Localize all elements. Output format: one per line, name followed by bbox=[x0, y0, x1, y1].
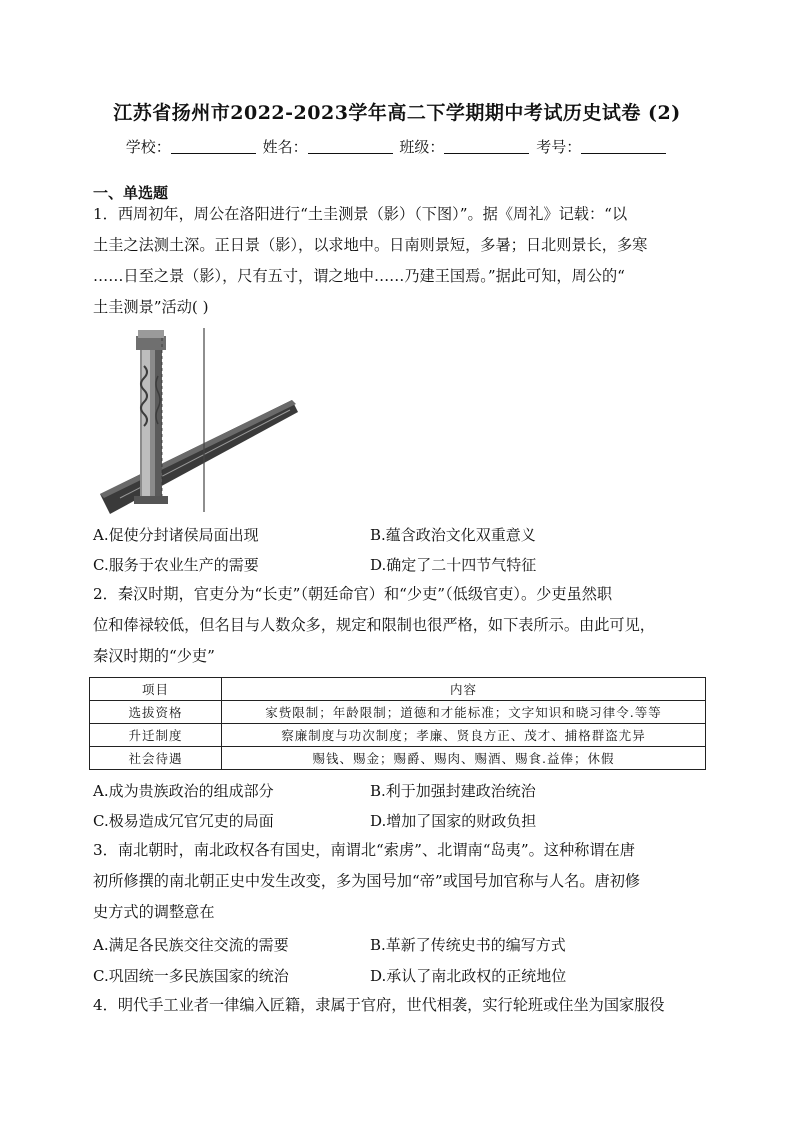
question-1-line: 1．西周初年，周公在洛阳进行“土圭测景（影）（下图）”。据《周礼》记载：“以 bbox=[93, 205, 628, 223]
question-1-line: ……日至之景（影），尺有五寸，谓之地中……乃建王国焉。”据此可知，周公的“ bbox=[93, 267, 625, 285]
table-header-row bbox=[90, 678, 706, 701]
question-3-line: 3．南北朝时，南北政权各有国史，南谓北“索虏”、北谓南“岛夷”。这种称谓在唐 bbox=[93, 841, 635, 859]
q1-option-a[interactable]: A.促使分封诸侯局面出现 bbox=[93, 526, 259, 544]
question-2-line: 2．秦汉时期，官吏分为“长吏”（朝廷命官）和“少吏”（低级官吏）。少吏虽然职 bbox=[93, 585, 613, 603]
q2-option-a[interactable]: A.成为贵族政治的组成部分 bbox=[93, 782, 274, 800]
question-2-line: 秦汉时期的“少吏” bbox=[93, 647, 215, 665]
table-cell: 察廉制度与功次制度；孝廉、贤良方正、茂才、捕格群盗尤异 bbox=[222, 724, 706, 747]
q1-option-b[interactable]: B.蕴含政治文化双重意义 bbox=[370, 526, 536, 544]
school-label: 学校： bbox=[125, 138, 171, 156]
number-label: 考号： bbox=[536, 138, 582, 156]
section-title: 一、单选题 bbox=[93, 184, 169, 202]
table-cell: 赐钱、赐金；赐爵、赐肉、赐酒、赐食.益俸；休假 bbox=[222, 747, 706, 770]
exam-title: 江苏省扬州市2022-2023学年高二下学期期中考试历史试卷 (2) bbox=[113, 102, 681, 124]
question-1-line: 土圭测景”活动( ) bbox=[93, 298, 209, 316]
question-3-line: 史方式的调整意在 bbox=[93, 903, 215, 921]
table-cell: 家赀限制；年龄限制；道德和才能标准；文字知识和晓习律令.等等 bbox=[222, 701, 706, 724]
question-2-stem bbox=[93, 579, 705, 672]
question-2-line: 位和俸禄较低，但名目与人数众多，规定和限制也很严格，如下表所示。由此可见， bbox=[93, 616, 655, 634]
official-rules-table bbox=[89, 677, 706, 770]
q3-option-d[interactable]: D.承认了南北政权的正统地位 bbox=[370, 967, 567, 985]
class-label: 班级： bbox=[399, 138, 445, 156]
q3-option-c[interactable]: C.巩固统一多民族国家的统治 bbox=[93, 967, 289, 985]
table-cell: 社会待遇 bbox=[90, 747, 222, 770]
number-blank[interactable] bbox=[581, 139, 666, 154]
table-row bbox=[90, 724, 706, 747]
table-header-cell: 内容 bbox=[222, 678, 706, 701]
student-info-line bbox=[0, 136, 794, 157]
table-header-cell: 项目 bbox=[90, 678, 222, 701]
q3-option-b[interactable]: B.革新了传统史书的编写方式 bbox=[370, 936, 566, 954]
name-label: 姓名： bbox=[262, 138, 308, 156]
q2-option-b[interactable]: B.利于加强封建政治统治 bbox=[370, 782, 536, 800]
table-cell: 选拔资格 bbox=[90, 701, 222, 724]
table-cell: 升迁制度 bbox=[90, 724, 222, 747]
q2-option-d[interactable]: D.增加了国家的财政负担 bbox=[370, 812, 537, 830]
question-4-stem bbox=[93, 990, 705, 1021]
q1-option-d[interactable]: D.确定了二十四节气特征 bbox=[370, 556, 537, 574]
name-blank[interactable] bbox=[308, 139, 393, 154]
table-row bbox=[90, 701, 706, 724]
q3-option-a[interactable]: A.满足各民族交往交流的需要 bbox=[93, 936, 289, 954]
q1-option-c[interactable]: C.服务于农业生产的需要 bbox=[93, 556, 259, 574]
q2-option-c[interactable]: C.极易造成冗官冗吏的局面 bbox=[93, 812, 274, 830]
class-blank[interactable] bbox=[444, 139, 529, 154]
question-3-line: 初所修撰的南北朝正史中发生改变，多为国号加“帝”或国号加官称与人名。唐初修 bbox=[93, 872, 641, 890]
question-4-line: 4．明代手工业者一律编入匠籍，隶属于官府，世代相袭，实行轮班或住坐为国家服役 bbox=[93, 996, 665, 1014]
school-blank[interactable] bbox=[171, 139, 256, 154]
question-3-stem bbox=[93, 835, 705, 928]
table-row bbox=[90, 747, 706, 770]
tugui-sundial-image bbox=[100, 326, 300, 514]
question-1-stem bbox=[93, 199, 705, 323]
question-1-line: 土圭之法测土深。正日景（影），以求地中。日南则景短，多暑；日北则景长，多寒 bbox=[93, 236, 648, 254]
